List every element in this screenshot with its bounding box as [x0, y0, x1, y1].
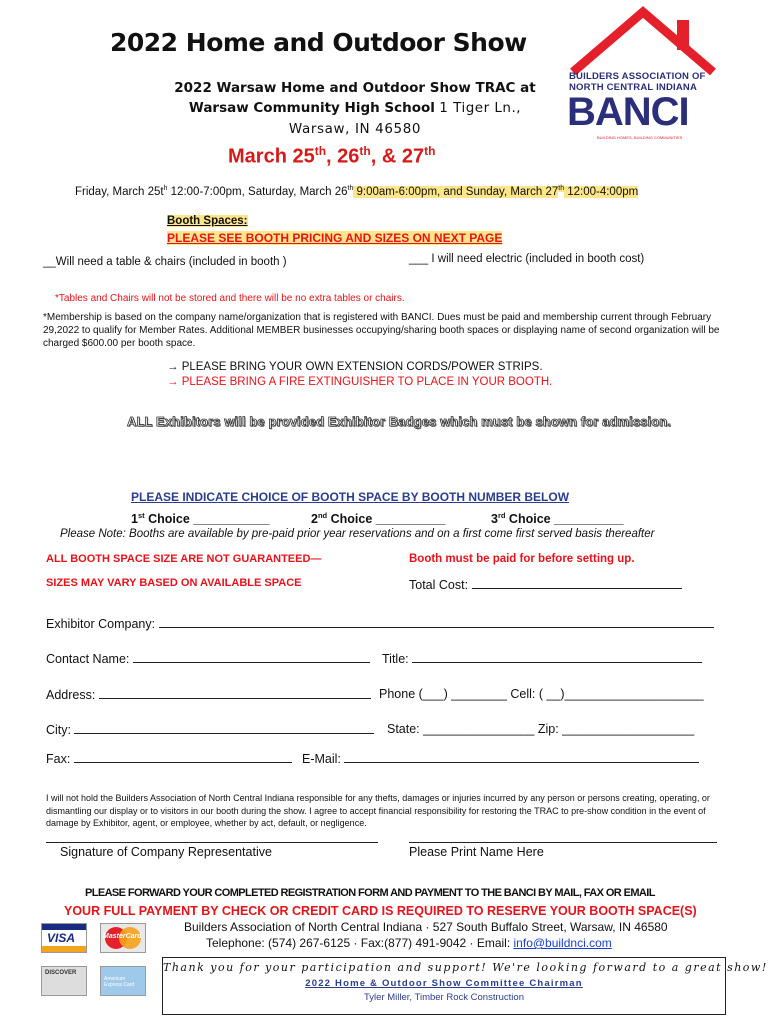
house-roof-icon: [565, 4, 725, 79]
banci-logo: [565, 4, 725, 144]
signature-line[interactable]: [46, 842, 378, 843]
membership-note: *Membership is based on the company name/organization that is registered with BANCI. Dues must be paid and membership current through February 29,2022 to qualify for Member Rates. Additional MEMBER businesses occupying/sharing booth spaces or displaying name of second organization will be charged $600.00 per booth space.: [43, 312, 720, 349]
mailing-address: Builders Association of North Central Indiana · 527 South Buffalo Street, Warsaw, IN 46580: [184, 920, 668, 934]
mastercard-icon: MasterCard: [100, 923, 146, 953]
email-link[interactable]: info@buildnci.com: [513, 936, 612, 950]
discover-card-icon: DISCOVER: [41, 966, 87, 996]
schedule-line: Friday, March $25t^h$ 12:00-7:00pm, Saturday, March 26th 9:00am-6:00pm, and Sunday, March 27th 12:00-4:00pm: [75, 185, 639, 198]
contact-info: Telephone: (574) 267-6125 · Fax:(877) 491-9042 · Email: info@buildnci.com: [206, 936, 612, 950]
contact-field[interactable]: Contact Name:: [46, 651, 370, 666]
company-field[interactable]: Exhibitor Company:: [46, 616, 714, 631]
sizes-vary: SIZES MAY VARY BASED ON AVAILABLE SPACE: [46, 577, 302, 589]
print-name-line[interactable]: [409, 842, 717, 843]
forward-instructions: PLEASE FORWARD YOUR COMPLETED REGISTRATION FORM AND PAYMENT TO THE BANCI BY MAIL, FAX OR EMAIL: [85, 887, 655, 899]
third-choice-field[interactable]: 3rd Choice __________: [491, 511, 624, 527]
title-field[interactable]: Title:: [382, 651, 702, 666]
logo-line-2: NORTH CENTRAL INDIANA: [569, 82, 698, 93]
amex-card-icon: American Express Card: [100, 966, 146, 996]
badges-notice: ALL Exhibitors will be provided Exhibitor Badges which must be shown for admission.: [127, 414, 672, 429]
choice-heading: PLEASE INDICATE CHOICE OF BOOTH SPACE BY BOOTH NUMBER BELOW: [131, 490, 570, 504]
total-cost-field[interactable]: Total Cost:: [409, 577, 682, 592]
table-option[interactable]: __Will need a table & chairs (included in booth ): [43, 256, 287, 268]
print-name-label: Please Print Name Here: [409, 845, 544, 859]
logo-line-1: BUILDERS ASSOCIATION OF: [569, 71, 706, 82]
visa-card-icon: VISA: [41, 923, 87, 953]
email-field[interactable]: E-Mail:: [302, 751, 699, 766]
chairman-title: 2022 Home & Outdoor Show Committee Chairman: [305, 978, 583, 989]
logo-mark: BANCI: [567, 90, 689, 134]
electric-option[interactable]: ___ I will need electric (included in booth cost): [409, 253, 645, 265]
show-dates: March 25th, 26th, & 27th: [228, 144, 436, 168]
liability-statement: I will not hold the Builders Association of North Central Indiana responsible for any thefts, damages or injuries incurred by any person or persons creating, operating, or dismantling our display or to visitors in our booth during the show. I agree to accept financial responsibility for restoring the TRAC to pre-show condition in the event of damage by Exhibitor, agent, or employee, whether by act, default, or negligence.: [46, 793, 710, 828]
second-choice-field[interactable]: 2nd Choice __________: [311, 511, 446, 527]
choice-note: Please Note: Booths are available by pre-paid prior year reservations and on a first come first served basis thereafter: [60, 528, 655, 540]
venue-name: Warsaw Community High School: [188, 100, 435, 116]
address-field[interactable]: Address:: [46, 687, 371, 702]
venue-city: Warsaw, IN 46580: [288, 121, 422, 137]
see-pricing: PLEASE SEE BOOTH PRICING AND SIZES ON NEXT PAGE: [167, 231, 503, 245]
payment-required: YOUR FULL PAYMENT BY CHECK OR CREDIT CARD IS REQUIRED TO RESERVE YOUR BOOTH SPACE(S): [64, 904, 697, 918]
booth-heading: Booth Spaces:: [167, 215, 248, 227]
first-choice-field[interactable]: 1st Choice ___________: [131, 511, 270, 527]
fax-field[interactable]: Fax:: [46, 751, 292, 766]
thank-you-box: [162, 957, 768, 1015]
page-title: 2022 Home and Outdoor Show: [110, 28, 527, 57]
tables-note: *Tables and Chairs will not be stored and there will be no extra tables or chairs.: [55, 293, 405, 304]
bring-extinguisher: → PLEASE BRING A FIRE EXTINGUISHER TO PLACE IN YOUR BOOTH.: [167, 376, 553, 388]
not-guaranteed: ALL BOOTH SPACE SIZE ARE NOT GUARANTEED—: [46, 553, 322, 565]
phone-field[interactable]: Phone (___) ________ Cell: ( __)____________________: [379, 687, 704, 701]
venue-address: 1 Tiger Ln.,: [439, 100, 522, 116]
chairman-name: Tyler Miller, Timber Rock Construction: [364, 992, 524, 1003]
bring-cords: → PLEASE BRING YOUR OWN EXTENSION CORDS/POWER STRIPS.: [167, 361, 543, 373]
signature-label: Signature of Company Representative: [60, 845, 272, 859]
thank-you-text: Thank you for your participation and support! We're looking forward to a great show!: [163, 961, 768, 974]
venue-line-1: 2022 Warsaw Home and Outdoor Show TRAC at: [174, 80, 536, 96]
city-field[interactable]: City:: [46, 722, 374, 737]
must-pay-notice: Booth must be paid for before setting up.: [409, 553, 635, 565]
state-zip-field[interactable]: State: ________________ Zip: ___________________: [387, 722, 695, 736]
venue-line-2: [135, 100, 575, 116]
logo-tagline: BUILDING HOMES, BUILDING COMMUNITIES: [597, 135, 683, 140]
